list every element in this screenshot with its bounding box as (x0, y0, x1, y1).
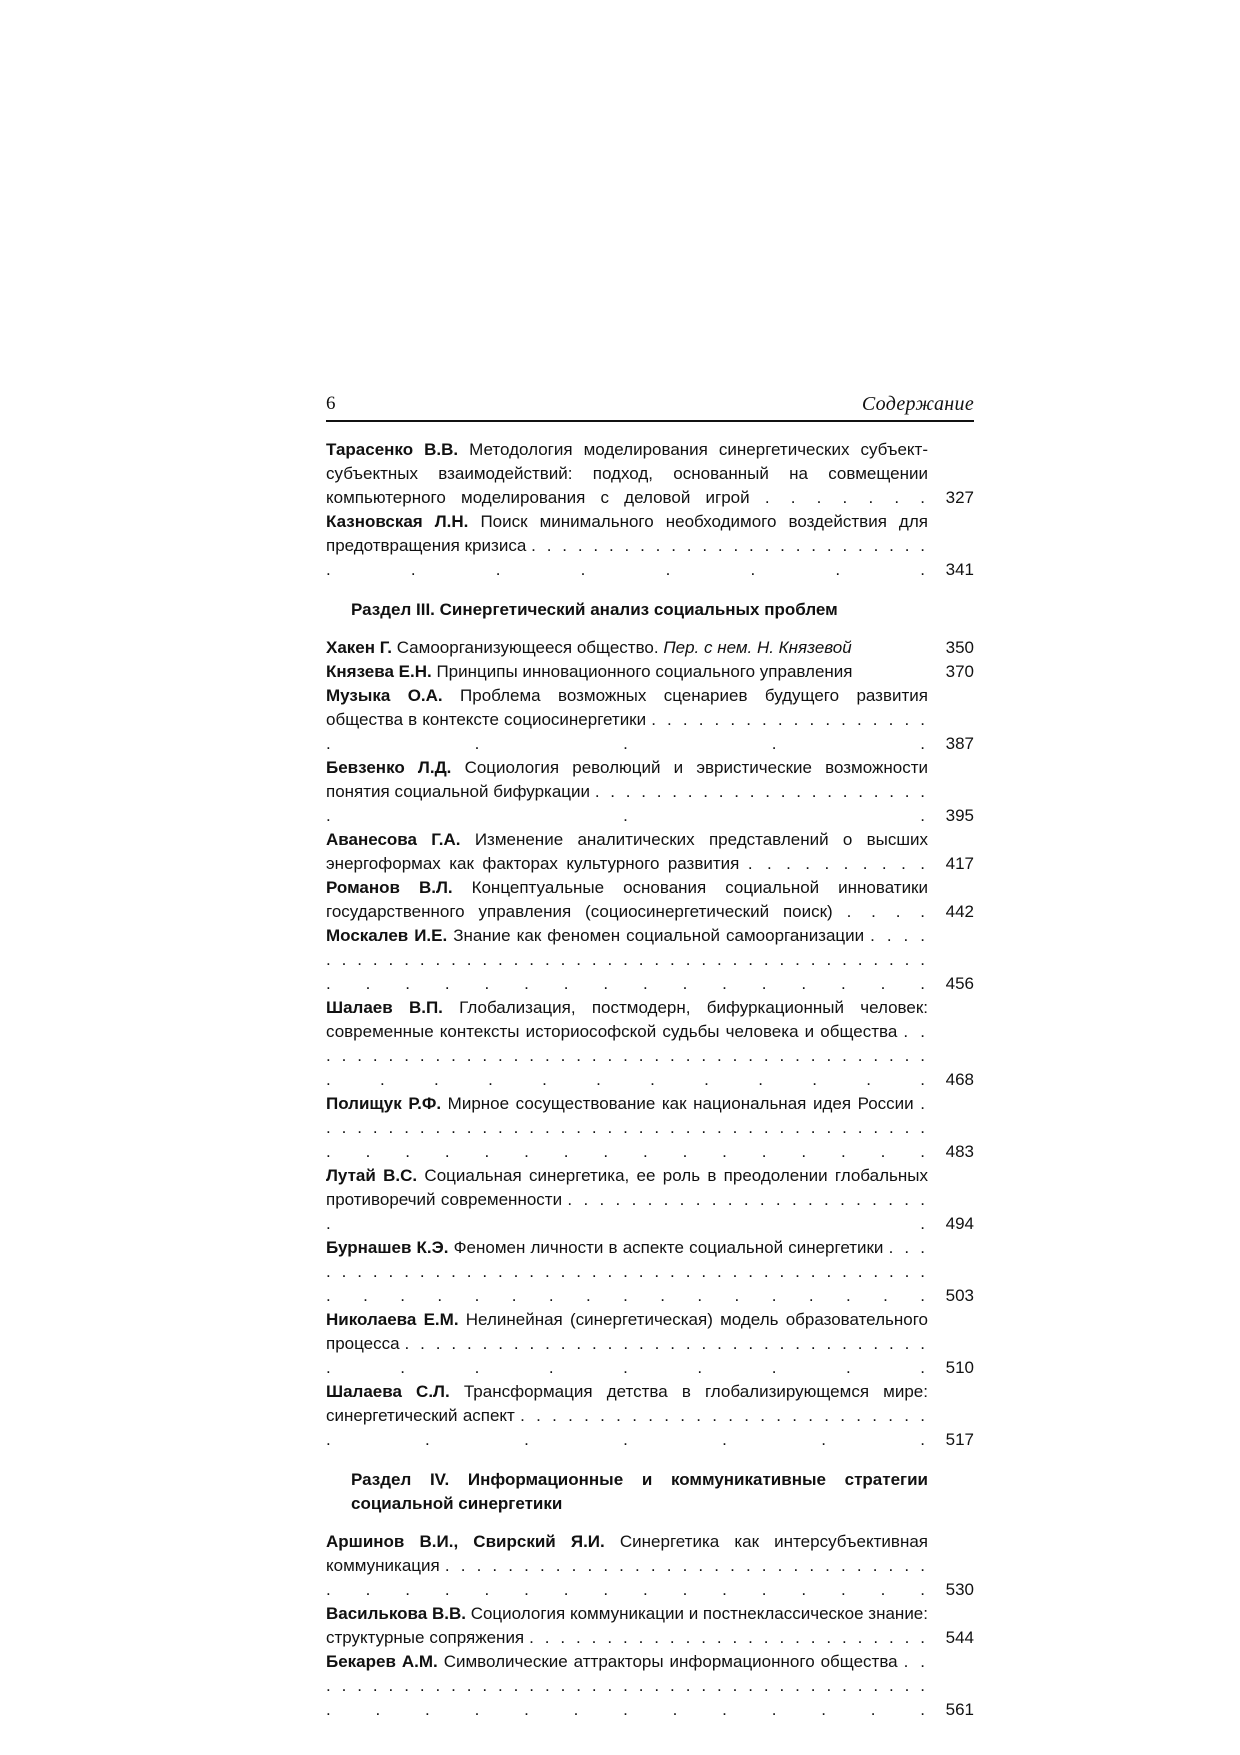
toc-entry[interactable] (326, 924, 974, 996)
toc-entry[interactable] (326, 660, 974, 684)
entry-page: 494 (945, 1214, 974, 1233)
entry-leader: . . . . . . . (764, 488, 928, 507)
toc-entry[interactable] (326, 636, 974, 660)
entry-title: Концептуальные основания социальной инноватики государственного управления (социосинергетический поиск) (326, 878, 928, 921)
entry-title: Социология революций и эвристические возможности понятия социальной бифуркации (326, 758, 928, 801)
entry-title: Символические аттракторы информационного общества (443, 1652, 898, 1671)
entry-leader: . . . . . . . . . . . . . . . . . . . . . . . . . (326, 782, 928, 825)
entry-page: 417 (945, 854, 974, 873)
toc-entries-top (326, 438, 974, 582)
toc-entry[interactable] (326, 1602, 974, 1650)
entry-author: Василькова В.В. (326, 1604, 466, 1623)
entry-title: Методология моделирования синергетических субъект-субъектных взаимодействий: подход, основанный на совмещении компьютерного моделирования с деловой игрой (326, 440, 928, 507)
entry-page: 387 (945, 734, 974, 753)
running-header (326, 392, 974, 422)
entry-author: Шалаева С.Л. (326, 1382, 450, 1401)
entry-page: 341 (945, 560, 974, 579)
toc-entry[interactable] (326, 1164, 974, 1236)
toc-entry[interactable] (326, 510, 974, 582)
entry-leader: . . . . . . . . . . . . . . . . . . . . . . . . . . . . . . . . . . . . . . . . . . . . . . . . . . . . . (326, 1022, 928, 1089)
entry-author: Романов В.Л. (326, 878, 453, 897)
entry-author: Хакен Г. (326, 638, 392, 657)
entry-page: 561 (945, 1700, 974, 1719)
entry-author: Князева Е.Н. (326, 662, 432, 681)
entry-author: Тарасенко В.В. (326, 440, 459, 459)
toc-entry[interactable] (326, 684, 974, 756)
entry-leader: . . . . . . . . . . . . . . . . . . . . . . . . . . . . . . . . . . (326, 536, 928, 579)
entry-author: Казновская Л.Н. (326, 512, 469, 531)
entry-page: 510 (945, 1358, 974, 1377)
entry-page: 456 (945, 974, 974, 993)
toc-entry[interactable] (326, 1380, 974, 1452)
section-heading-3: Раздел III. Синергетический анализ социальных проблем (351, 600, 838, 619)
entry-title: Поиск минимального необходимого воздействия для предотвращения кризиса (326, 512, 928, 555)
entry-leader: . . . . . . . . . . . . . . . . . . . . . . . . . . . . . . . . . . . . . . . . . . . . . . . . . . . . . . . . . . . (326, 926, 928, 993)
entry-author: Музыка О.А. (326, 686, 443, 705)
entry-author: Бевзенко Л.Д. (326, 758, 452, 777)
toc-entry[interactable] (326, 756, 974, 828)
entry-leader: . . . . . . . . . . . . . . . . . . . . . . . . . . . . . . . . . . . . . . . . . . . (326, 1334, 929, 1377)
toc-entry[interactable] (326, 1650, 974, 1722)
entry-page: 468 (945, 1070, 974, 1089)
section-heading-4: Раздел IV. Информационные и коммуникативные стратегии социальной синергетики (351, 1470, 928, 1513)
toc-entry[interactable] (326, 1308, 974, 1380)
entry-title: Социальная синергетика, ее роль в преодолении глобальных противоречий современности (326, 1166, 928, 1209)
toc-page (326, 392, 974, 1722)
entry-author: Николаева Е.М. (326, 1310, 459, 1329)
entry-author: Лутай В.С. (326, 1166, 418, 1185)
entry-page: 544 (945, 1628, 974, 1647)
running-title: Содержание (861, 393, 974, 415)
entry-title: Принципы инновационного социального управления (436, 662, 853, 681)
entry-title: Мирное сосуществование как национальная идея России (447, 1094, 914, 1113)
entry-leader: . . . . . . . . . . . . . . . . . . . . . . . . . . . . . . . . . . . . . . . . . . . . . . . . . . . . . . . . . . . (326, 1238, 928, 1305)
toc-entry[interactable] (326, 996, 974, 1092)
entry-title: Самоорганизующееся общество. (396, 638, 659, 657)
entry-title: Синергетика как интерсубъективная коммуникация (326, 1532, 929, 1575)
entry-page: 530 (945, 1580, 974, 1599)
entry-author: Бурнашев К.Э. (326, 1238, 449, 1257)
entry-leader: . . . . . . . . . . . . . . . . . . . . . . . . . . . . . . . . . . . . . . . . . . . . . . . . . . . . . . . . (326, 1094, 928, 1161)
toc-entry[interactable] (326, 1530, 974, 1602)
entry-leader: . . . . . . . . . . . . . . . . . . . . . . . . . . . . . . . . . . . . . . . . . . . . . . . (326, 1556, 928, 1599)
entry-title: Трансформация детства в глобализирующемся мире: синергетический аспект (326, 1382, 928, 1425)
page-number: 6 (326, 393, 336, 414)
entry-title: Феномен личности в аспекте социальной синергетики (453, 1238, 884, 1257)
entry-author: Аванесова Г.А. (326, 830, 461, 849)
toc-entries-section-4 (326, 1530, 974, 1722)
entry-translator: Пер. с нем. Н. Князевой (663, 638, 852, 657)
entry-author: Полищук Р.Ф. (326, 1094, 442, 1113)
toc-entries-section-3 (326, 636, 974, 1452)
entry-page: 483 (945, 1142, 974, 1161)
entry-page: 395 (945, 806, 974, 825)
entry-title: Проблема возможных сценариев будущего развития общества в контексте социосинергетики (326, 686, 928, 729)
entry-title: Изменение аналитических представлений о высших энергоформах как факторах культурного развития (326, 830, 928, 873)
entry-author: Бекарев А.М. (326, 1652, 438, 1671)
entry-leader: . . . . . . . . . . . . . . . . . . . . . . . (326, 710, 928, 753)
toc-entry[interactable] (326, 438, 974, 510)
entry-page: 503 (945, 1286, 974, 1305)
entry-page: 350 (945, 638, 974, 657)
entry-leader: . . . . (846, 902, 929, 921)
toc-entry[interactable] (326, 1092, 974, 1164)
toc-entry[interactable] (326, 1236, 974, 1308)
entry-leader: . . . . . . . . . . . . . . . . . . . . . . . . . (326, 1190, 928, 1233)
entry-page: 327 (945, 488, 974, 507)
entry-author: Аршинов В.И., Свирский Я.И. (326, 1532, 605, 1551)
entry-leader: . . . . . . . . . . . . . . . . . . . . . . . . . . . . . . . . . . . . . . . . . . . . . . . . . . . . . . (326, 1652, 928, 1719)
entry-title: Знание как феномен социальной самоорганизации (453, 926, 865, 945)
entry-page: 442 (945, 902, 974, 921)
entry-author: Шалаев В.П. (326, 998, 443, 1017)
entry-title: Глобализация, постмодерн, бифуркационный человек: современные контексты историософской судьбы человека и общества (326, 998, 928, 1041)
toc-entry[interactable] (326, 828, 974, 876)
entry-leader: . . . . . . . . . . . . . . . . . . . . . . . . . . (529, 1628, 928, 1647)
entry-leader: . . . . . . . . . . (747, 854, 928, 873)
entry-leader: . . . . . . . . . . . . . . . . . . . . . . . . . . . . . . . . . (326, 1406, 928, 1449)
entry-page: 517 (945, 1430, 974, 1449)
toc-entry[interactable] (326, 876, 974, 924)
entry-author: Москалев И.Е. (326, 926, 448, 945)
entry-title: Нелинейная (синергетическая) модель образовательного процесса (326, 1310, 928, 1353)
entry-title: Социология коммуникации и постнеклассическое знание: структурные сопряжения (326, 1604, 928, 1647)
entry-page: 370 (945, 662, 974, 681)
